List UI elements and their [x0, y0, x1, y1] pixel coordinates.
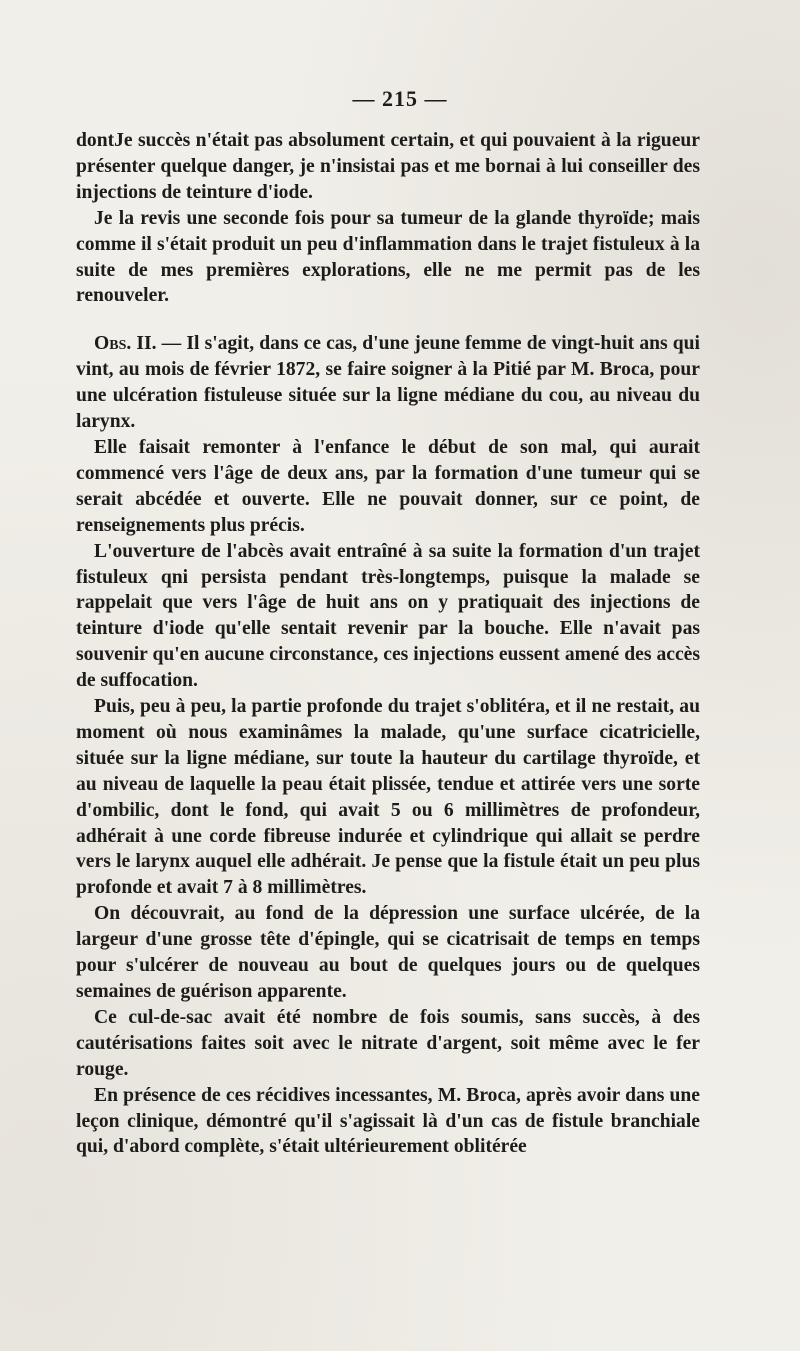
paragraph: Ce cul-de-sac avait été nombre de fois soumis, sans succès, à des cautérisations faites soit avec le nitrate d'argent, soit même avec le fer rouge. — [76, 1006, 700, 1080]
observation-paragraph — [76, 331, 700, 435]
paragraph: Elle faisait remonter à l'enfance le début de son mal, qui aurait commencé vers l'âge de deux ans, par la formation d'une tumeur qui se serait abcédée et ouverte. Elle ne pouvait donner, sur ce point, de renseignements plus précis. — [76, 436, 700, 536]
page-body — [76, 128, 700, 1160]
paragraph: On découvrait, au fond de la dépression une surface ulcérée, de la largeur d'une grosse tête d'épingle, qui se cicatrisait de temps en temps pour s'ulcérer de nouveau au bout de quelques jours ou de quelques semaines de guérison apparente. — [76, 903, 700, 1002]
page-number-header: — 215 — — [352, 86, 448, 111]
paragraph: L'ouverture de l'abcès avait entraîné à sa suite la formation d'un trajet fistuleux qni persista pendant très-longtemps, puisque la malade se rappelait que vers l'âge de huit ans on y pratiquait des injections de teinture d'iode qu'elle sentait revenir par la bouche. Elle n'avait pas souvenir qu'en aucune circonstance, ces injections eussent amené des accès de suffocation. — [76, 540, 700, 692]
observation-label: Obs. II. — [94, 333, 157, 355]
paragraph: Puis, peu à peu, la partie profonde du trajet s'oblitéra, et il ne restait, au moment où nous examinâmes la malade, qu'une surface cicatricielle, située sur la ligne médiane, sur toute la hauteur du cartilage thyroïde, et au niveau de laquelle la peau était plissée, tendue et attirée vers une sorte d'ombilic, dont le fond, qui avait 5 ou 6 millimètres de profondeur, adhérait à une corde fibreuse indurée et cylindrique qui allait se perdre vers le larynx auquel elle adhérait. Je pense que la fistule était un peu plus profonde et avait 7 à 8 millimètres. — [76, 696, 700, 899]
observation-text: — Il s'agit, dans ce cas, d'une jeune femme de vingt-huit ans qui vint, au mois de février 1872, se faire soigner à la Pitié par M. Broca, pour une ulcération fistuleuse située sur la ligne médiane du cou, au niveau du larynx. — [76, 333, 700, 433]
paragraph-continuation: dontJe succès n'était pas absolument certain, et qui pouvaient à la rigueur présenter quelque danger, je n'insistai pas et me bornai à lui conseiller des injections de teinture d'iode. — [76, 130, 700, 203]
paragraph: En présence de ces récidives incessantes, M. Broca, après avoir dans une leçon clinique, démontré qu'il s'agissait là d'un cas de fistule branchiale qui, d'abord complète, s'était ultérieurement oblitérée — [76, 1084, 700, 1158]
paragraph: Je la revis une seconde fois pour sa tumeur de la glande thyroïde; mais comme il s'était produit un peu d'inflammation dans le trajet fistuleux à la suite de mes premières explorations, elle ne me permit pas de les renouveler. — [76, 207, 700, 307]
